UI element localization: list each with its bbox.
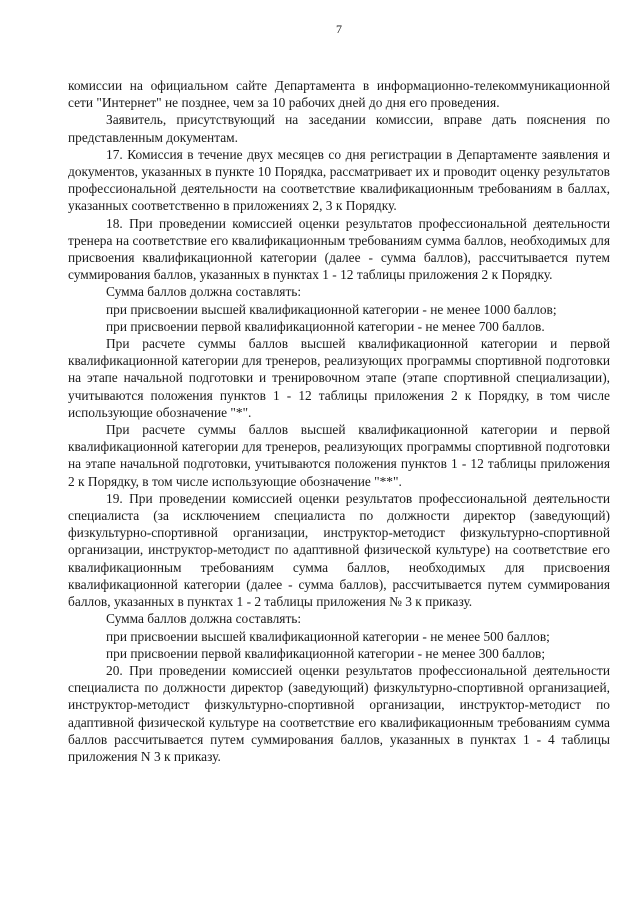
paragraph-1: комиссии на официальном сайте Департамента в информационно-телекоммуникационной сети "Интернет" не позднее, чем за 10 рабочих дней до дня его проведения. [68, 78, 610, 111]
paragraph-6: при присвоении высшей квалификационной категории - не менее 1000 баллов; [106, 301, 557, 317]
paragraph-10: 19. При проведении комиссией оценки результатов профессиональной деятельности специалиста (за исключением специалиста по должности директор (заведующий) физкультурно-спортивной организации, инструктор-методист физкультурно-спортивной организации, инструктор-методист по адаптивной физической культуре) на соответствие его квалификационным требованиям сумма баллов, необходимых для присвоения квалификационной категории (далее - сумма баллов), рассчитывается путем суммирования баллов, указанных в пунктах 1 - 2 таблицы приложения № 3 к приказу. [68, 490, 610, 610]
page-number: 7 [336, 22, 342, 36]
paragraph-14: 20. При проведении комиссией оценки результатов профессиональной деятельности специалиста по должности директор (заведующий) физкультурно-спортивной организацией, инструктор-методист физкультурно-спортивной организации, инструктор-методист по адаптивной физической культуре на соответствие его квалификационным требованиям сумма баллов рассчитывается путем суммирования баллов, указанных в пунктах 1 - 4 таблицы приложения N 3 к приказу. [68, 662, 610, 764]
document-body [68, 77, 610, 765]
paragraph-7: при присвоении первой квалификационной категории - не менее 700 баллов. [106, 318, 545, 334]
paragraph-11: Сумма баллов должна составлять: [106, 611, 302, 627]
paragraph-8: При расчете суммы баллов высшей квалификационной категории и первой квалификационной категории для тренеров, реализующих программы спортивной подготовки на этапе начальной подготовки и тренировочном этапе (этапе спортивной специализации), учитываются положения пунктов 1 - 12 таблицы приложения 2 к Порядку, в том числе использующие обозначение "*". [68, 336, 610, 420]
paragraph-5: Сумма баллов должна составлять: [106, 284, 302, 300]
paragraph-12: при присвоении высшей квалификационной категории - не менее 500 баллов; [106, 628, 550, 644]
paragraph-13: при присвоении первой квалификационной категории - не менее 300 баллов; [106, 645, 546, 661]
paragraph-4: 18. При проведении комиссией оценки результатов профессиональной деятельности тренера на соответствие его квалификационным требованиям сумма баллов, необходимых для присвоения квалификационной категории (далее - сумма баллов), рассчитывается путем суммирования баллов, указанных в пунктах 1 - 12 таблицы приложения 2 к Порядку. [68, 215, 610, 283]
paragraph-3: 17. Комиссия в течение двух месяцев со дня регистрации в Департаменте заявления и документов, указанных в пункте 10 Порядка, рассматривает их и проводит оценку результатов профессиональной деятельности на соответствие квалификационным требованиям в баллах, указанных соответственно в приложениях 2, 3 к Порядку. [68, 146, 610, 214]
paragraph-9: При расчете суммы баллов высшей квалификационной категории и первой квалификационной категории для тренеров, реализующих программы спортивной подготовки на этапе начальной подготовки, учитываются положения пунктов 1 - 12 таблицы приложения 2 к Порядку, в том числе использующие обозначение "**". [68, 422, 610, 489]
paragraph-2: Заявитель, присутствующий на заседании комиссии, вправе дать пояснения по представленным документам. [68, 112, 610, 145]
